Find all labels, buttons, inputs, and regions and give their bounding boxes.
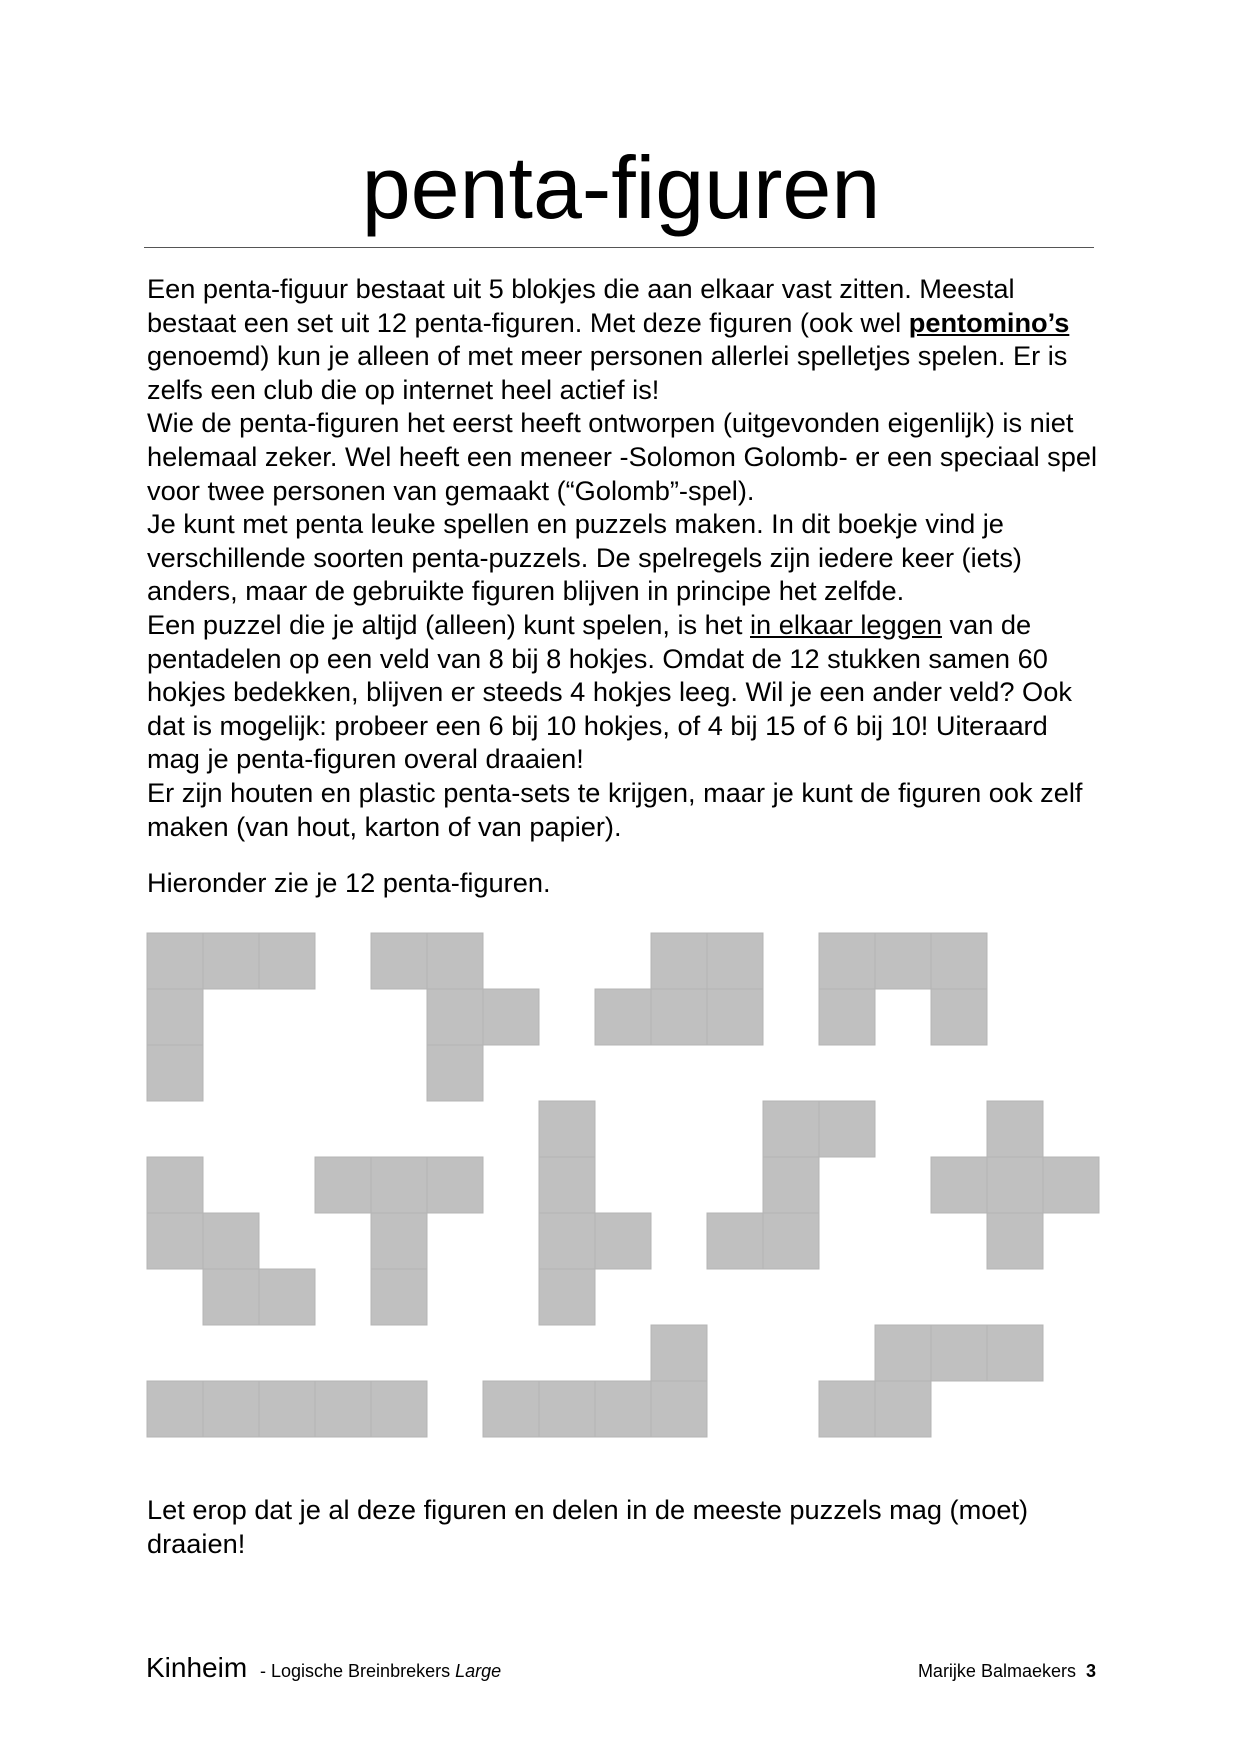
- pentomino-square: [539, 1213, 595, 1269]
- page-footer: [146, 1652, 1096, 1688]
- pentomino-piece-8: [707, 1101, 875, 1269]
- pentomino-square: [259, 1381, 315, 1437]
- pentomino-square: [651, 989, 707, 1045]
- pentomino-square: [539, 1381, 595, 1437]
- closing-text: Let erop dat je al deze figuren en delen in de meeste puzzels mag (moet) draaien!: [147, 1494, 1029, 1559]
- pentomino-square: [931, 1157, 987, 1213]
- paragraph-intro: [147, 272, 1107, 406]
- paragraph-intro-start: Een penta-figuur bestaat uit 5 blokjes die aan elkaar vast zitten. Meestal bestaat een set uit 12 penta-figuren. Met deze figuren (ook wel: [147, 273, 1015, 338]
- pentomino-square: [259, 933, 315, 989]
- pentomino-square: [875, 1325, 931, 1381]
- pentomino-piece-6: [315, 1157, 483, 1325]
- pentomino-square: [203, 1213, 259, 1269]
- pentomino-square: [707, 933, 763, 989]
- pentomino-square: [707, 989, 763, 1045]
- pentomino-piece-7: [539, 1101, 651, 1325]
- pentomino-square: [595, 989, 651, 1045]
- pentomino-square: [595, 1213, 651, 1269]
- page-number: 3: [1085, 1661, 1096, 1681]
- pentomino-square: [651, 1325, 707, 1381]
- pentomino-square: [147, 933, 203, 989]
- pentomino-square: [819, 1101, 875, 1157]
- pieces-intro: Hieronder zie je 12 penta-figuren.: [147, 867, 551, 899]
- pentomino-square: [203, 1381, 259, 1437]
- pentomino-square: [987, 1325, 1043, 1381]
- pentomino-square: [651, 1381, 707, 1437]
- footer-author: [918, 1661, 1096, 1682]
- title-divider: [144, 247, 1094, 248]
- pentomino-square: [427, 989, 483, 1045]
- pentomino-square: [203, 1269, 259, 1325]
- pentomino-square: [987, 1213, 1043, 1269]
- paragraph-board: [147, 608, 1107, 776]
- pentomino-square: [371, 1157, 427, 1213]
- pentomino-piece-10: [147, 1381, 427, 1437]
- pentomino-square: [931, 1325, 987, 1381]
- pentomino-square: [819, 1381, 875, 1437]
- pentomino-piece-5: [147, 1157, 315, 1325]
- brand-logo-text: Kinheim: [146, 1652, 248, 1683]
- pentomino-square: [483, 989, 539, 1045]
- paragraph-intro-end: genoemd) kun je alleen of met meer personen allerlei spelletjes spelen. Er is zelfs een club die op internet heel actief is!: [147, 340, 1068, 405]
- pentomino-square: [203, 933, 259, 989]
- pentomino-square: [371, 1269, 427, 1325]
- series-name: - Logische Breinbrekers: [260, 1661, 456, 1681]
- pentomino-square: [763, 1157, 819, 1213]
- pentomino-square: [931, 989, 987, 1045]
- pentomino-square: [763, 1213, 819, 1269]
- pentomino-square: [987, 1101, 1043, 1157]
- pentomino-square: [707, 1213, 763, 1269]
- pentomino-piece-11: [483, 1325, 707, 1437]
- pentomino-square: [147, 989, 203, 1045]
- pentomino-square: [427, 1045, 483, 1101]
- pentomino-square: [819, 933, 875, 989]
- series-title: [260, 1661, 501, 1682]
- pentomino-square: [539, 1157, 595, 1213]
- pentomino-square: [371, 1213, 427, 1269]
- pentomino-piece-4: [819, 933, 987, 1045]
- pentomino-square: [987, 1157, 1043, 1213]
- pentomino-square: [819, 989, 875, 1045]
- author-name: Marijke Balmaekers: [917, 1661, 1076, 1681]
- pentomino-square: [763, 1101, 819, 1157]
- pentomino-square: [539, 1269, 595, 1325]
- pentomino-square: [259, 1269, 315, 1325]
- paragraph-sets: Er zijn houten en plastic penta-sets te krijgen, maar je kunt de figuren ook zelf maken (van hout, karton of van papier).: [147, 776, 1083, 842]
- pentomino-square: [371, 1381, 427, 1437]
- pentomino-square: [147, 1213, 203, 1269]
- page-title: penta-figuren: [361, 138, 881, 237]
- pentomino-square: [483, 1381, 539, 1437]
- series-edition: Large: [455, 1661, 502, 1681]
- paragraph-board-end: van de pentadelen op een veld van 8 bij 8 hokjes. Omdat de 12 stukken samen 60 hokjes bedekken, blijven er steeds 4 hokjes leeg. Wil je een ander veld? Ook dat is mogelijk: probeer een 6 bij 10 hokjes, of 4 bij 15 of 6 bij 10! Uiteraard mag je penta-figuren overal draaien!: [147, 608, 1072, 775]
- pentomino-square: [539, 1101, 595, 1157]
- pentomino-piece-1: [147, 933, 315, 1101]
- term-pentominos: pentomino’s: [908, 306, 1070, 338]
- pentomino-square: [651, 933, 707, 989]
- pentomino-square: [315, 1381, 371, 1437]
- pentomino-square: [931, 933, 987, 989]
- paragraph-board-start: Een puzzel die je altijd (alleen) kunt spelen, is het: [147, 608, 751, 640]
- pentomino-piece-12: [819, 1325, 1043, 1437]
- pentomino-piece-2: [371, 933, 539, 1101]
- pentomino-square: [595, 1381, 651, 1437]
- pentomino-piece-9: [931, 1101, 1099, 1269]
- pentomino-piece-3: [595, 933, 763, 1045]
- pentomino-square: [147, 1157, 203, 1213]
- pentomino-square: [1043, 1157, 1099, 1213]
- pentomino-square: [427, 933, 483, 989]
- term-in-elkaar-leggen: in elkaar leggen: [750, 608, 942, 640]
- pentomino-square: [875, 933, 931, 989]
- pentomino-square: [147, 1381, 203, 1437]
- paragraph-puzzles: Je kunt met penta leuke spellen en puzzels maken. In dit boekje vind je verschillende soorten penta-puzzels. De spelregels zijn iedere keer (iets) anders, maar de gebruikte figuren blijven in principe het zelfde.: [147, 508, 1022, 607]
- pentomino-square: [147, 1045, 203, 1101]
- body-text: [147, 272, 1107, 900]
- pentomino-square: [427, 1157, 483, 1213]
- paragraph-history: Wie de penta-figuren het eerst heeft ontworpen (uitgevonden eigenlijk) is niet helemaal zeker. Wel heeft een meneer -Solomon Golomb- er een speciaal spel voor twee personen van gemaakt (“Golomb”-spel).: [147, 407, 1098, 506]
- pentomino-square: [315, 1157, 371, 1213]
- pentomino-square: [371, 933, 427, 989]
- pentomino-square: [875, 1381, 931, 1437]
